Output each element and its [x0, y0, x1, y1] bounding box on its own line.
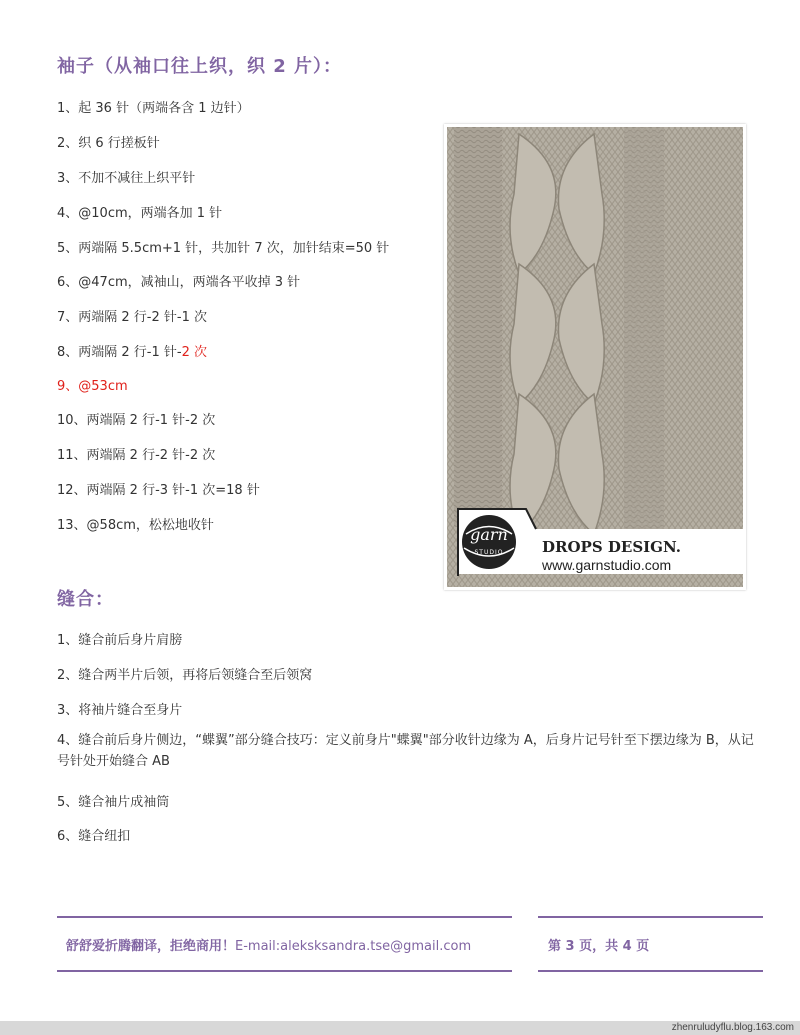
seam-step-1: 1、缝合前后身片肩膀 — [57, 633, 183, 648]
seam-step-3: 3、将袖片缝合至身片 — [57, 703, 183, 718]
sleeve-step-6: 6、@47cm，减袖山，两端各平收掉 3 针 — [57, 275, 301, 290]
footer-right-top-rule — [538, 916, 763, 918]
page-indicator: 第 3 页，共 4 页 — [548, 939, 650, 954]
seam-step-4: 4、缝合前后身片侧边，“蝶翼”部分缝合技巧：定义前身片"蝶翼"部分收针边缘为 A，后身片记号针至下摆边缘为 B，从记号针处开始缝合 AB — [57, 733, 754, 769]
seam-step-5: 5、缝合袖片成袖筒 — [57, 795, 170, 810]
sleeve-step-8-text: 8、两端隔 2 行-1 针- — [57, 345, 182, 360]
footer-left-bottom-rule — [57, 970, 512, 972]
knitting-photo — [444, 124, 746, 590]
studio-logo-text: STUDIO — [474, 549, 504, 556]
sleeve-step-8-highlight: 2 次 — [181, 345, 207, 360]
sleeve-heading: 袖子（从袖口往上织，织 2 片）： — [57, 56, 343, 77]
sleeve-step-5: 5、两端隔 5.5cm+1 针，共加针 7 次，加针结束=50 针 — [57, 241, 390, 256]
footer-note — [66, 935, 471, 954]
footer-translator-note: 舒舒爱折腾翻译，拒绝商用！ — [66, 939, 236, 954]
footer-left-top-rule — [57, 916, 512, 918]
sleeve-step-9: 9、@53cm — [57, 379, 128, 394]
drops-design-brand: DROPS DESIGN. — [542, 538, 681, 556]
garnstudio-url: www.garnstudio.com — [542, 557, 672, 573]
sleeve-step-11: 11、两端隔 2 行-2 针-2 次 — [57, 448, 216, 463]
sleeve-step-8 — [57, 341, 207, 360]
sleeve-step-1: 1、起 36 针（两端各含 1 边针） — [57, 101, 250, 116]
sleeve-step-13: 13、@58cm，松松地收针 — [57, 518, 214, 533]
seam-step-6: 6、缝合纽扣 — [57, 829, 131, 844]
footer-email[interactable]: E-mail:aleksksandra.tse@gmail.com — [235, 939, 472, 954]
sleeve-step-3: 3、不加不减往上织平针 — [57, 171, 196, 186]
seam-heading: 缝合： — [57, 589, 114, 610]
sleeve-step-2: 2、织 6 行搓板针 — [57, 136, 160, 151]
garn-logo-text: garn — [470, 525, 508, 544]
sleeve-step-7: 7、两端隔 2 行-2 针-1 次 — [57, 310, 207, 325]
seam-step-2: 2、缝合两半片后领，再将后领缝合至后领窝 — [57, 668, 313, 683]
sleeve-step-10: 10、两端隔 2 行-1 针-2 次 — [57, 413, 216, 428]
cable-knit-image — [444, 124, 746, 590]
footer-right-bottom-rule — [538, 970, 763, 972]
sleeve-step-12: 12、两端隔 2 行-3 针-1 次=18 针 — [57, 483, 260, 498]
sleeve-step-4: 4、@10cm，两端各加 1 针 — [57, 206, 223, 221]
watermark: zhenruludyflu.blog.163.com — [671, 1022, 794, 1033]
